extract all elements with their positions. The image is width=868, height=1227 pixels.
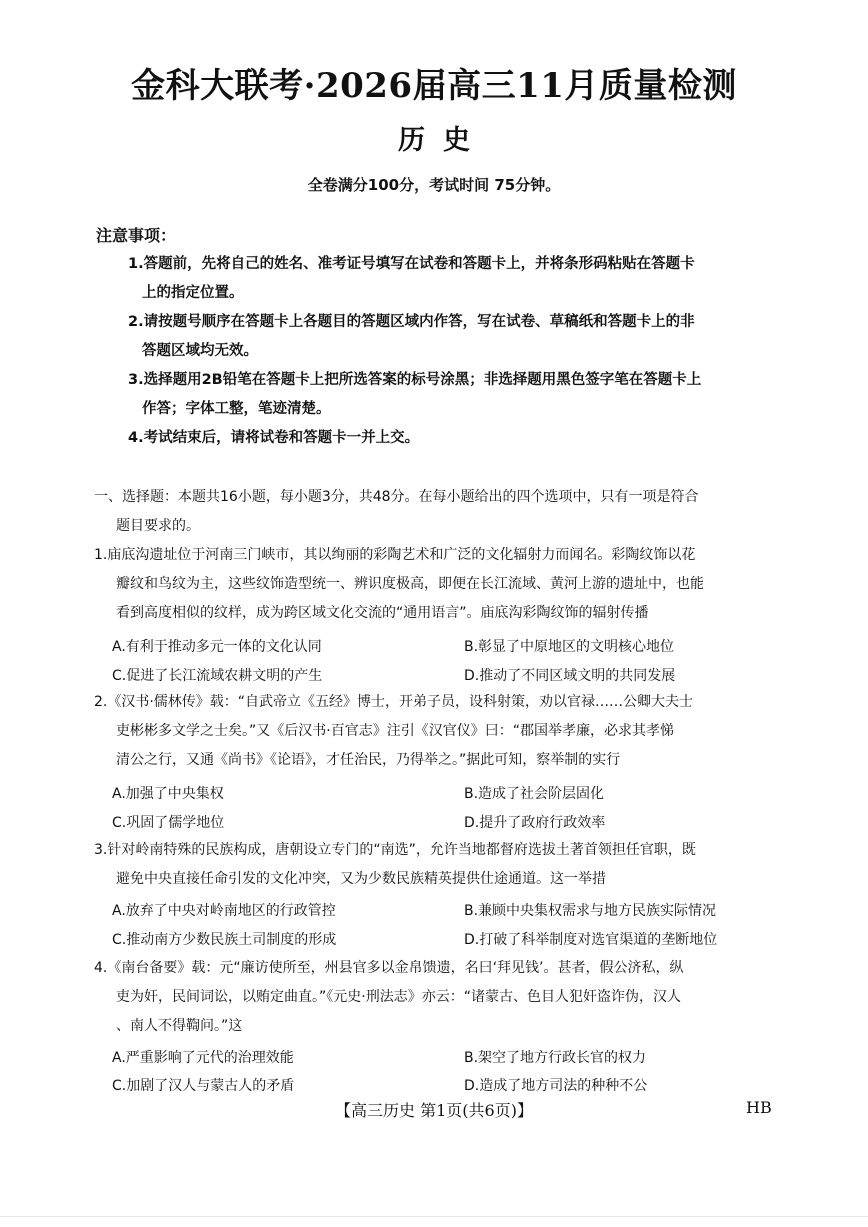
- option-a[interactable]: A.加强了中央集权: [112, 786, 224, 802]
- option-d[interactable]: D.提升了政府行政效率: [464, 815, 606, 831]
- notice-line: 1.答题前，先将自己的姓名、准考证号填写在试卷和答题卡上，并将条形码粘贴在答题卡: [128, 256, 695, 272]
- option-c[interactable]: C.巩固了儒学地位: [112, 815, 225, 831]
- option-d[interactable]: D.推动了不同区域文明的共同发展: [464, 668, 676, 684]
- option-b[interactable]: B.造成了社会阶层固化: [464, 786, 605, 802]
- paper-code: HB: [746, 1098, 772, 1117]
- notice-item-2: [128, 308, 778, 366]
- question-1-stem: [94, 541, 784, 628]
- question-line: 看到高度相似的纹样，成为跨区域文化交流的“通用语言”。庙底沟彩陶纹饰的辐射传播: [116, 605, 649, 621]
- page-bottom-divider: [0, 1216, 868, 1217]
- section-line: 一、选择题：本题共16小题，每小题3分，共48分。在每小题给出的四个选项中，只有一项是符合: [94, 489, 699, 505]
- page-footer: 【高三历史 第1页(共6页)】: [335, 1101, 533, 1120]
- question-4-stem: [94, 954, 784, 1041]
- question-line: 3.针对岭南特殊的民族构成，唐朝设立专门的“南选”，允许当地都督府选拔土著首领担任官职，既: [94, 842, 696, 858]
- option-a[interactable]: A.放弃了中央对岭南地区的行政管控: [112, 903, 336, 919]
- option-b[interactable]: B.架空了地方行政长官的权力: [464, 1050, 647, 1066]
- question-3-stem: [94, 836, 784, 894]
- question-line: 瓣纹和鸟纹为主，这些纹饰造型统一、辨识度极高，即便在长江流域、黄河上游的遗址中，也能: [116, 576, 704, 592]
- option-b[interactable]: B.彰显了中原地区的文明核心地位: [464, 639, 675, 655]
- notice-item-1: [128, 250, 778, 308]
- notice-line: 答题区域均无效。: [142, 343, 258, 359]
- question-line: 吏彬彬多文学之士矣。”又《后汉书·百官志》注引《汉官仪》曰：“郡国举孝廉，必求其孝悌: [116, 723, 674, 739]
- subject-title: 历史: [398, 125, 488, 156]
- question-line: 4.《南台备要》载：元“廉访使所至，州县官多以金帛馈遗，名曰‘拜见钱’。甚者，假公济私，纵: [94, 960, 684, 976]
- notice-line: 2.请按题号顺序在答题卡上各题目的答题区域内作答，写在试卷、草稿纸和答题卡上的非: [128, 314, 695, 330]
- question-line: 避免中央直接任命引发的文化冲突，又为少数民族精英提供仕途通道。这一举措: [116, 871, 606, 887]
- notice-line: 3.选择题用2B铅笔在答题卡上把所选答案的标号涂黑；非选择题用黑色签字笔在答题卡上: [128, 372, 702, 388]
- option-a[interactable]: A.严重影响了元代的治理效能: [112, 1050, 294, 1066]
- notice-item-4: [128, 424, 778, 453]
- section-line: 题目要求的。: [116, 518, 200, 534]
- section-heading: [94, 483, 784, 541]
- question-2-stem: [94, 688, 784, 775]
- notice-line: 4.考试结束后，请将试卷和答题卡一并上交。: [128, 430, 420, 446]
- question-line: 1.庙底沟遗址位于河南三门峡市，其以绚丽的彩陶艺术和广泛的文化辐射力而闻名。彩陶纹饰以花: [94, 547, 696, 563]
- question-line: 2.《汉书·儒林传》载：“自武帝立《五经》博士，开弟子员，设科射策，劝以官禄……公卿大夫士: [94, 694, 694, 710]
- score-info: 全卷满分100分，考试时间 75分钟。: [307, 176, 561, 194]
- notice-line: 作答；字体工整，笔迹清楚。: [142, 401, 331, 417]
- option-d[interactable]: D.打破了科举制度对选官渠道的垄断地位: [464, 932, 718, 948]
- question-line: 、南人不得鞫问。”这: [116, 1018, 243, 1034]
- option-c[interactable]: C.促进了长江流域农耕文明的产生: [112, 668, 323, 684]
- option-c[interactable]: C.推动南方少数民族土司制度的形成: [112, 932, 337, 948]
- notice-line: 上的指定位置。: [142, 285, 244, 301]
- option-b[interactable]: B.兼顾中央集权需求与地方民族实际情况: [464, 903, 717, 919]
- option-c[interactable]: C.加剧了汉人与蒙古人的矛盾: [112, 1078, 295, 1094]
- question-line: 吏为奸，民间词讼，以贿定曲直。”《元史·刑法志》亦云：“诸蒙古、色目人犯奸盗诈伪，汉人: [116, 989, 681, 1005]
- notice-heading: 注意事项：: [96, 226, 177, 245]
- exam-title: 金科大联考·2026届高三11月质量检测: [131, 66, 737, 106]
- option-d[interactable]: D.造成了地方司法的种种不公: [464, 1078, 648, 1094]
- question-line: 清公之行，又通《尚书》《论语》，才任治民，乃得举之。”据此可知，察举制的实行: [116, 752, 621, 768]
- option-a[interactable]: A.有利于推动多元一体的文化认同: [112, 639, 322, 655]
- notice-item-3: [128, 366, 778, 424]
